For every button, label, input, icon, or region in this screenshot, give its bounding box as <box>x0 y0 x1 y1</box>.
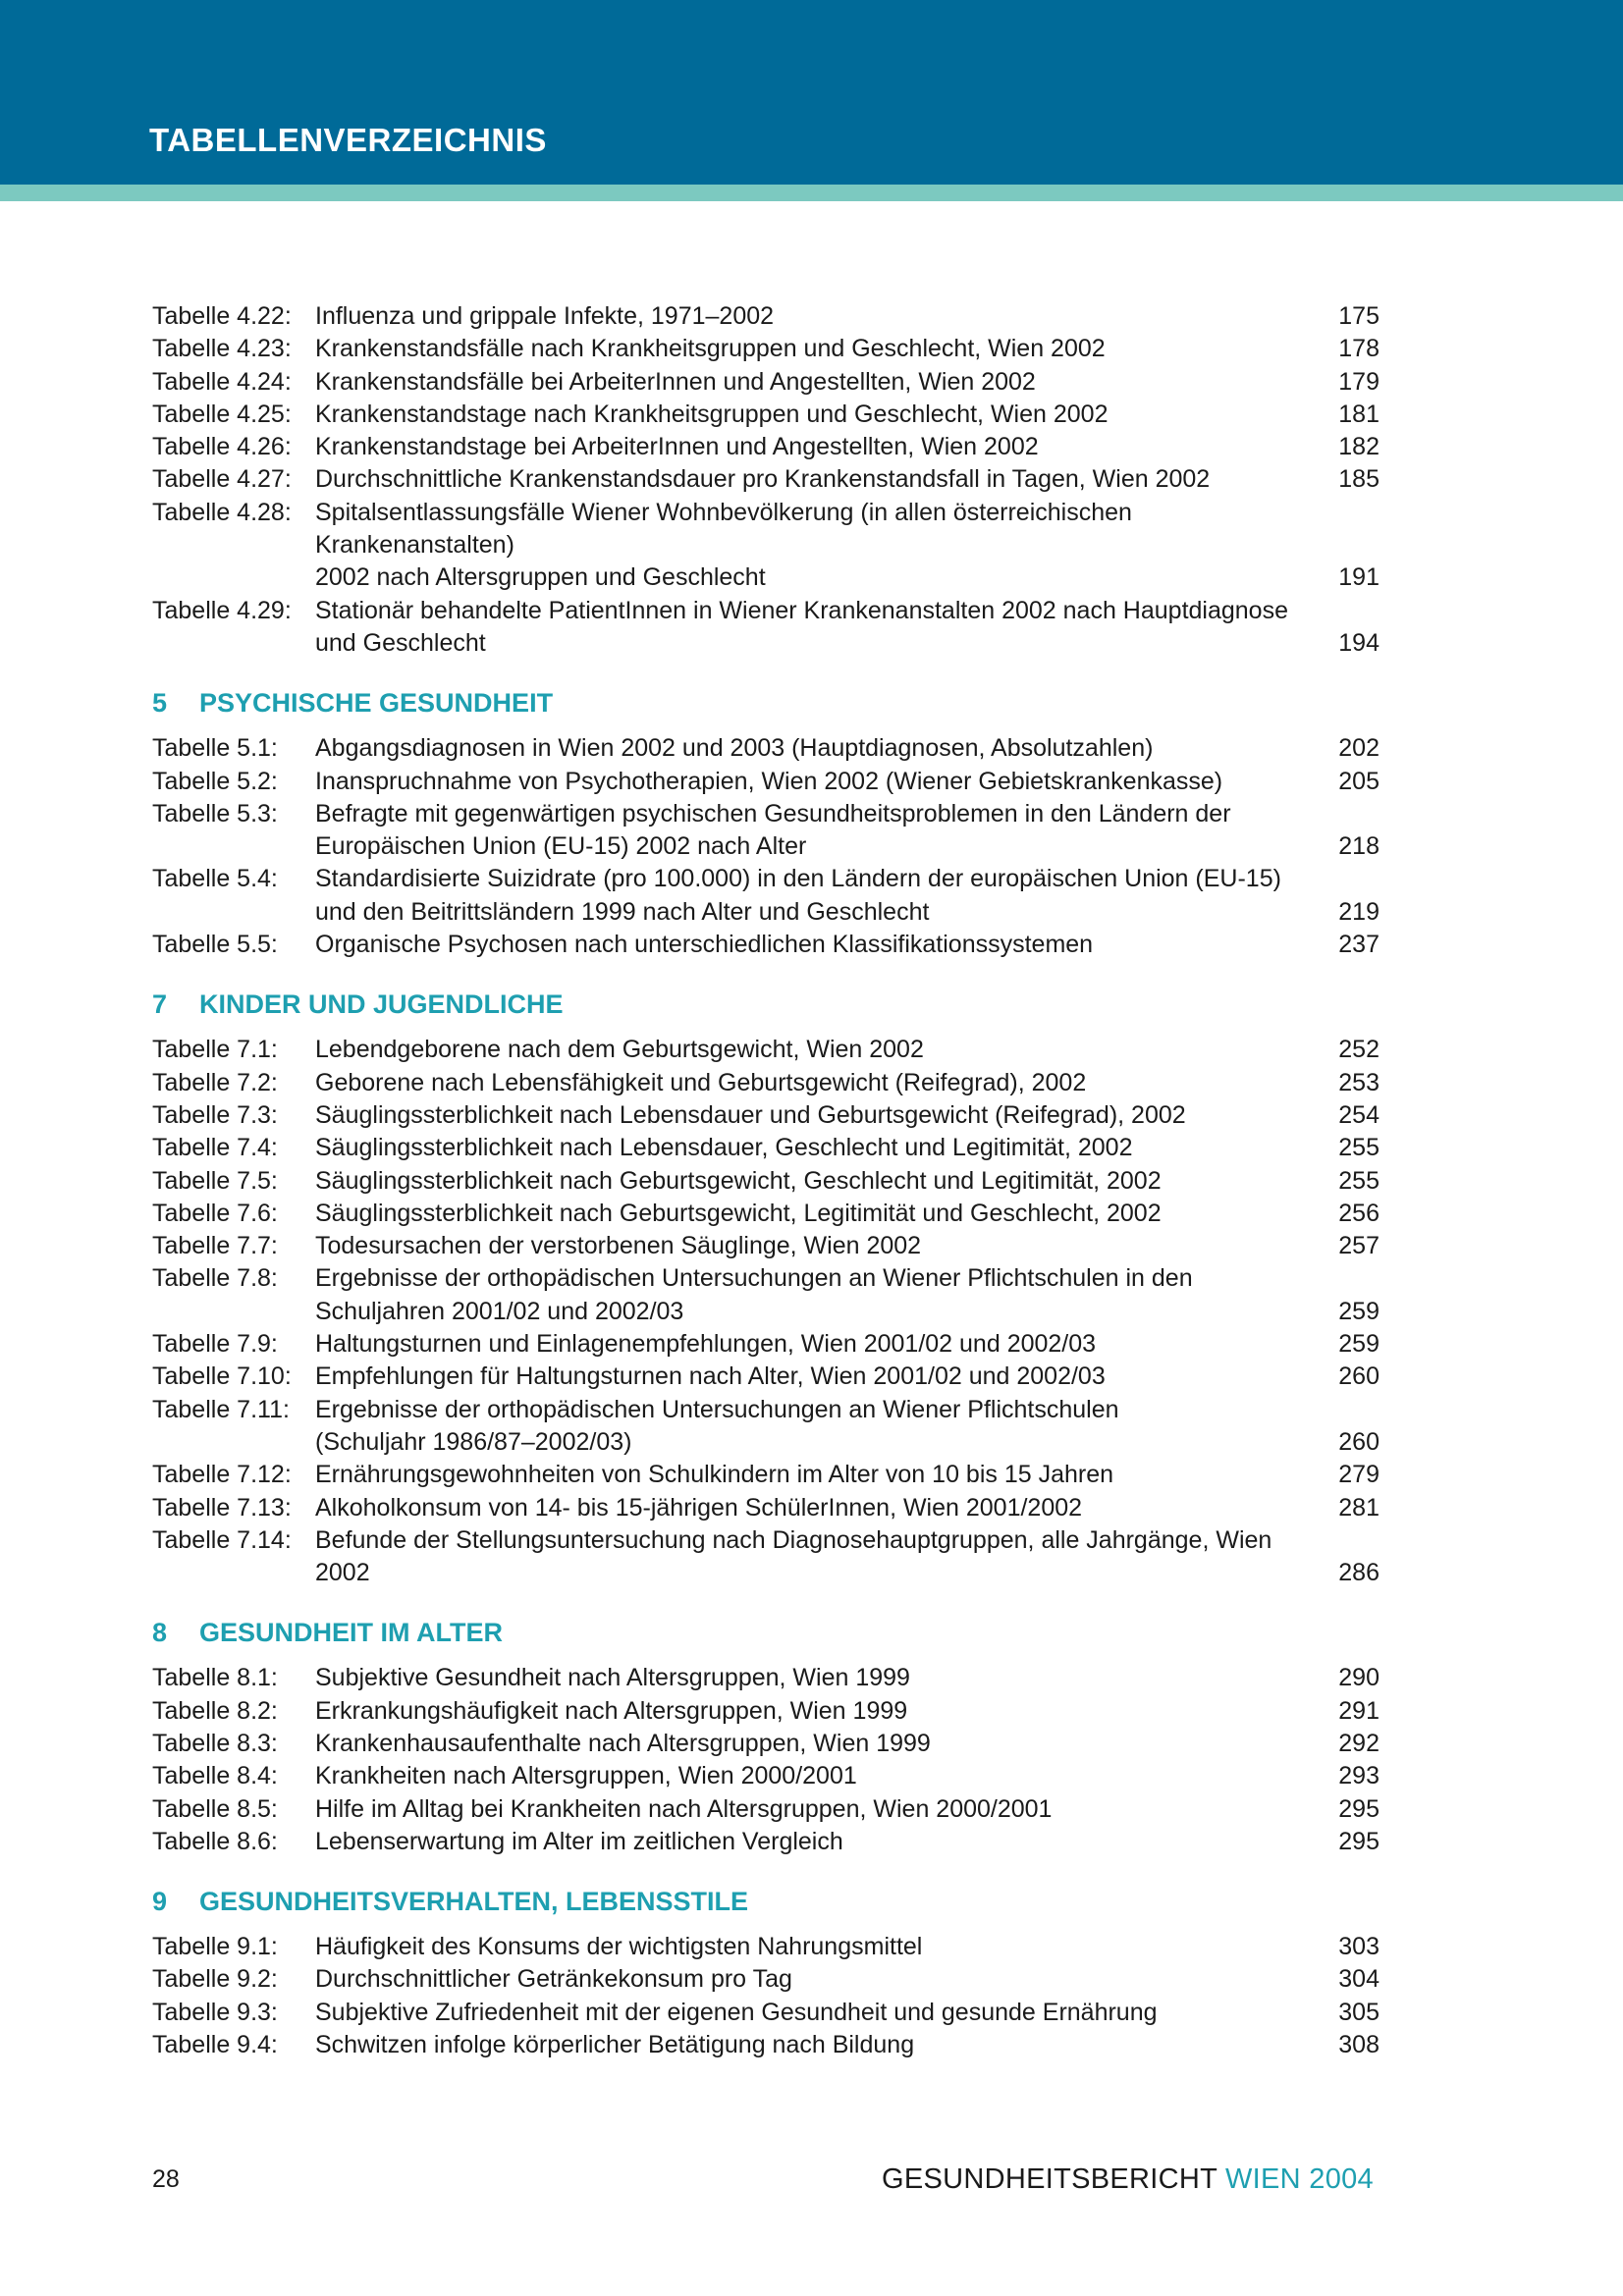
table-title: Durchschnittlicher Getränkekonsum pro Tag <box>315 1965 792 1994</box>
table-number: Tabelle 7.12: <box>152 1461 292 1489</box>
table-title: Standardisierte Suizidrate (pro 100.000) in den Ländern der europäischen Union (EU-15) und den Beitrittsländern 1999 nach Alter und Geschlecht <box>315 865 1281 926</box>
table-number: Tabelle 7.5: <box>152 1166 278 1195</box>
table-number: Tabelle 4.28: <box>152 498 292 526</box>
page-number: 295 <box>1338 1827 1380 1855</box>
table-number: Tabelle 7.10: <box>152 1362 292 1391</box>
table-number: Tabelle 7.9: <box>152 1330 278 1359</box>
toc-entry <box>152 863 1380 929</box>
toc-entry <box>152 1826 1380 1858</box>
toc-entry <box>152 463 1380 496</box>
page-number: 205 <box>1338 767 1380 795</box>
table-title: Subjektive Gesundheit nach Altersgruppen, Wien 1999 <box>315 1664 910 1692</box>
footer-publication-title <box>882 2163 1374 2196</box>
toc-entry <box>152 1524 1380 1590</box>
publication-edition: WIEN 2004 <box>1225 2163 1374 2195</box>
table-title: Durchschnittliche Krankenstandsdauer pro Krankenstandsfall in Tagen, Wien 2002 <box>315 465 1211 494</box>
page-number: 253 <box>1338 1068 1380 1096</box>
page-number: 292 <box>1338 1729 1380 1757</box>
table-number: Tabelle 4.22: <box>152 302 292 330</box>
table-number: Tabelle 8.6: <box>152 1827 278 1855</box>
page-number: 304 <box>1338 1965 1380 1994</box>
page-number: 256 <box>1338 1199 1380 1227</box>
table-title: Säuglingssterblichkeit nach Lebensdauer, Geschlecht und Legitimität, 2002 <box>315 1134 1133 1162</box>
section <box>152 985 1380 1589</box>
section <box>152 1613 1380 1858</box>
page-title: TABELLENVERZEICHNIS <box>149 122 547 158</box>
table-number: Tabelle 4.25: <box>152 400 292 428</box>
table-number: Tabelle 5.4: <box>152 865 278 893</box>
toc-entry <box>152 1230 1380 1262</box>
page-number: 202 <box>1338 734 1380 763</box>
footer-page-number: 28 <box>152 2165 180 2193</box>
table-number: Tabelle 7.7: <box>152 1232 278 1260</box>
page-number: 218 <box>1338 832 1380 861</box>
toc-entry <box>152 929 1380 961</box>
table-title: Befunde der Stellungsuntersuchung nach Diagnosehauptgruppen, alle Jahrgänge, Wien 2002 <box>315 1525 1272 1587</box>
section-number: 5 <box>152 687 168 718</box>
toc-entry <box>152 1394 1380 1460</box>
table-title: Todesursachen der verstorbenen Säuglinge, Wien 2002 <box>315 1232 922 1260</box>
table-number: Tabelle 5.2: <box>152 767 278 795</box>
table-title: Empfehlungen für Haltungsturnen nach Alter, Wien 2001/02 und 2002/03 <box>315 1362 1106 1391</box>
table-title: Befragte mit gegenwärtigen psychischen Gesundheitsproblemen in den Ländern der Europäischen Union (EU-15) 2002 nach Alter <box>315 799 1231 861</box>
table-title: Ergebnisse der orthopädischen Untersuchungen an Wiener Pflichtschulen in den Schuljahren 2001/02 und 2002/03 <box>315 1264 1193 1325</box>
page-number: 255 <box>1338 1134 1380 1162</box>
table-number: Tabelle 8.5: <box>152 1794 278 1823</box>
page-number: 254 <box>1338 1100 1380 1129</box>
toc-entry <box>152 732 1380 765</box>
table-number: Tabelle 7.4: <box>152 1134 278 1162</box>
toc-entry <box>152 497 1380 595</box>
page-number: 185 <box>1338 465 1380 494</box>
section-heading <box>152 985 1380 1024</box>
toc-entry <box>152 1099 1380 1132</box>
section-number: 7 <box>152 988 168 1019</box>
toc-entry <box>152 1997 1380 2029</box>
page-number: 291 <box>1338 1696 1380 1725</box>
table-number: Tabelle 9.1: <box>152 1933 278 1961</box>
toc-entry <box>152 431 1380 463</box>
toc-entry <box>152 1662 1380 1694</box>
table-title: Ergebnisse der orthopädischen Untersuchungen an Wiener Pflichtschulen (Schuljahr 1986/87–2002/03) <box>315 1395 1119 1456</box>
table-title: Krankenstandsfälle bei ArbeiterInnen und Angestellten, Wien 2002 <box>315 367 1036 396</box>
table-title: Abgangsdiagnosen in Wien 2002 und 2003 (Hauptdiagnosen, Absolutzahlen) <box>315 734 1154 763</box>
table-title: Geborene nach Lebensfähigkeit und Geburtsgewicht (Reifegrad), 2002 <box>315 1068 1087 1096</box>
toc-entry <box>152 2029 1380 2061</box>
page-number: 194 <box>1338 628 1380 657</box>
toc-entry <box>152 798 1380 864</box>
page-number: 182 <box>1338 433 1380 461</box>
toc-entry <box>152 1132 1380 1164</box>
toc-entry <box>152 1165 1380 1198</box>
header-stripe <box>0 185 1623 201</box>
page-number: 303 <box>1338 1933 1380 1961</box>
table-number: Tabelle 4.29: <box>152 596 292 624</box>
toc-entry <box>152 1262 1380 1328</box>
table-title: Krankenstandstage bei ArbeiterInnen und Angestellten, Wien 2002 <box>315 433 1039 461</box>
section-heading <box>152 683 1380 722</box>
toc-entry <box>152 366 1380 399</box>
table-number: Tabelle 7.14: <box>152 1525 292 1554</box>
table-number: Tabelle 5.5: <box>152 931 278 959</box>
table-number: Tabelle 7.3: <box>152 1100 278 1129</box>
table-number: Tabelle 9.3: <box>152 1998 278 2026</box>
toc-entry <box>152 1728 1380 1760</box>
toc-entry <box>152 1198 1380 1230</box>
page-number: 252 <box>1338 1036 1380 1064</box>
page-number: 286 <box>1338 1559 1380 1587</box>
page-number: 255 <box>1338 1166 1380 1195</box>
table-number: Tabelle 8.4: <box>152 1762 278 1790</box>
table-title: Hilfe im Alltag bei Krankheiten nach Altersgruppen, Wien 2000/2001 <box>315 1794 1053 1823</box>
table-title: Haltungsturnen und Einlagenempfehlungen, Wien 2001/02 und 2002/03 <box>315 1330 1097 1359</box>
page-number: 260 <box>1338 1362 1380 1391</box>
toc-entry <box>152 1931 1380 1963</box>
table-title: Säuglingssterblichkeit nach Geburtsgewicht, Legitimität und Geschlecht, 2002 <box>315 1199 1162 1227</box>
page-number: 290 <box>1338 1664 1380 1692</box>
toc-entry <box>152 1459 1380 1491</box>
table-title: Lebendgeborene nach dem Geburtsgewicht, Wien 2002 <box>315 1036 924 1064</box>
page-number: 305 <box>1338 1998 1380 2026</box>
page-number: 260 <box>1338 1427 1380 1456</box>
table-title: Ernährungsgewohnheiten von Schulkindern im Alter von 10 bis 15 Jahren <box>315 1461 1114 1489</box>
publication-name: GESUNDHEITSBERICHT <box>882 2163 1225 2195</box>
table-number: Tabelle 4.26: <box>152 433 292 461</box>
table-title: Säuglingssterblichkeit nach Geburtsgewicht, Geschlecht und Legitimität, 2002 <box>315 1166 1162 1195</box>
page-number: 295 <box>1338 1794 1380 1823</box>
table-number: Tabelle 7.11: <box>152 1395 290 1423</box>
toc-entry <box>152 1963 1380 1996</box>
page-number: 308 <box>1338 2031 1380 2059</box>
table-number: Tabelle 7.6: <box>152 1199 278 1227</box>
table-number: Tabelle 9.2: <box>152 1965 278 1994</box>
page-number: 178 <box>1338 335 1380 363</box>
toc-entry <box>152 1361 1380 1393</box>
table-title: Lebenserwartung im Alter im zeitlichen Vergleich <box>315 1827 843 1855</box>
section-heading <box>152 1882 1380 1921</box>
table-title: Erkrankungshäufigkeit nach Altersgruppen, Wien 1999 <box>315 1696 908 1725</box>
table-title: Inanspruchnahme von Psychotherapien, Wien 2002 (Wiener Gebietskrankenkasse) <box>315 767 1223 795</box>
page-number: 175 <box>1338 302 1380 330</box>
table-title: Spitalsentlassungsfälle Wiener Wohnbevölkerung (in allen österreichischen Krankenanstalten) 2002 nach Altersgruppen und Geschlecht <box>315 498 1132 592</box>
toc-entry <box>152 1328 1380 1361</box>
page-number: 191 <box>1338 563 1380 592</box>
table-title: Influenza und grippale Infekte, 1971–2002 <box>315 302 775 330</box>
section <box>152 683 1380 961</box>
toc-entry <box>152 1793 1380 1826</box>
table-title: Stationär behandelte PatientInnen in Wiener Krankenanstalten 2002 nach Hauptdiagnose und Geschlecht <box>315 596 1288 657</box>
section-number: 8 <box>152 1617 168 1647</box>
toc-entry <box>152 300 1380 333</box>
toc-entry <box>152 1492 1380 1524</box>
toc-entry <box>152 399 1380 431</box>
section-title: GESUNDHEITSVERHALTEN, LEBENSSTILE <box>199 1886 749 1916</box>
section-title: KINDER UND JUGENDLICHE <box>199 988 564 1019</box>
table-title: Krankheiten nach Altersgruppen, Wien 2000/2001 <box>315 1762 857 1790</box>
table-title: Alkoholkonsum von 14- bis 15-jährigen SchülerInnen, Wien 2001/2002 <box>315 1493 1083 1522</box>
table-number: Tabelle 5.1: <box>152 734 278 763</box>
table-number: Tabelle 7.1: <box>152 1036 278 1064</box>
table-title: Häufigkeit des Konsums der wichtigsten Nahrungsmittel <box>315 1933 923 1961</box>
table-title: Subjektive Zufriedenheit mit der eigenen Gesundheit und gesunde Ernährung <box>315 1998 1158 2026</box>
table-number: Tabelle 8.2: <box>152 1696 278 1725</box>
table-of-tables <box>152 300 1380 2085</box>
toc-entry <box>152 1067 1380 1099</box>
toc-entry <box>152 595 1380 661</box>
section <box>152 300 1380 660</box>
table-number: Tabelle 5.3: <box>152 799 278 828</box>
table-title: Krankenstandstage nach Krankheitsgruppen und Geschlecht, Wien 2002 <box>315 400 1109 428</box>
page-number: 257 <box>1338 1232 1380 1260</box>
table-number: Tabelle 7.8: <box>152 1264 278 1293</box>
table-number: Tabelle 9.4: <box>152 2031 278 2059</box>
toc-entry <box>152 333 1380 365</box>
table-number: Tabelle 7.2: <box>152 1068 278 1096</box>
toc-entry <box>152 1760 1380 1792</box>
table-number: Tabelle 4.24: <box>152 367 292 396</box>
page-number: 281 <box>1338 1493 1380 1522</box>
page-number: 181 <box>1338 400 1380 428</box>
page-number: 279 <box>1338 1461 1380 1489</box>
toc-entry <box>152 1695 1380 1728</box>
table-number: Tabelle 4.27: <box>152 465 292 494</box>
page-number: 179 <box>1338 367 1380 396</box>
table-number: Tabelle 8.3: <box>152 1729 278 1757</box>
page-number: 293 <box>1338 1762 1380 1790</box>
page-number: 219 <box>1338 897 1380 926</box>
page-number: 259 <box>1338 1330 1380 1359</box>
table-number: Tabelle 8.1: <box>152 1664 278 1692</box>
table-number: Tabelle 4.23: <box>152 335 292 363</box>
table-title: Krankenhausaufenthalte nach Altersgruppen, Wien 1999 <box>315 1729 931 1757</box>
table-title: Krankenstandsfälle nach Krankheitsgruppen und Geschlecht, Wien 2002 <box>315 335 1106 363</box>
table-number: Tabelle 7.13: <box>152 1493 292 1522</box>
toc-entry <box>152 1034 1380 1066</box>
section-title: PSYCHISCHE GESUNDHEIT <box>199 687 554 718</box>
page-number: 237 <box>1338 931 1380 959</box>
table-title: Organische Psychosen nach unterschiedlichen Klassifikationssystemen <box>315 931 1094 959</box>
section-number: 9 <box>152 1886 168 1916</box>
section <box>152 1882 1380 2061</box>
section-title: GESUNDHEIT IM ALTER <box>199 1617 503 1647</box>
table-title: Säuglingssterblichkeit nach Lebensdauer und Geburtsgewicht (Reifegrad), 2002 <box>315 1100 1186 1129</box>
page-number: 259 <box>1338 1297 1380 1325</box>
table-title: Schwitzen infolge körperlicher Betätigung nach Bildung <box>315 2031 915 2059</box>
section-heading <box>152 1613 1380 1652</box>
toc-entry <box>152 766 1380 798</box>
